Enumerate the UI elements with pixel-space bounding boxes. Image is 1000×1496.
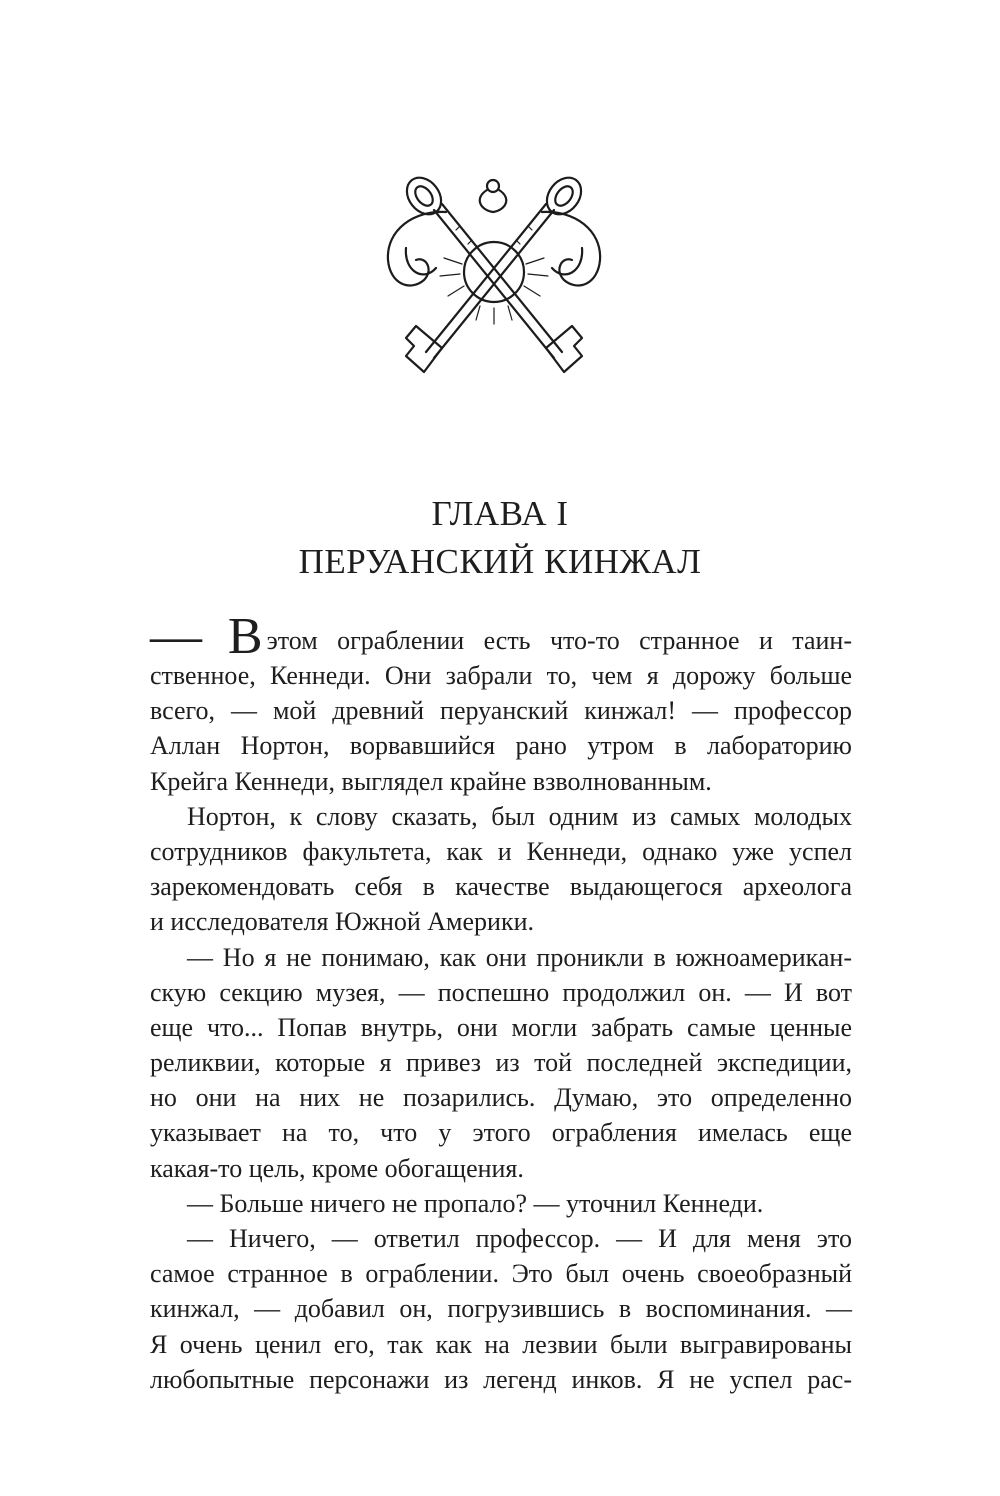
- text-line: Аллан Нортон, ворвавшийся рано утром в лабораторию: [150, 731, 852, 761]
- text-line: самое странное в ограблении. Это был очень своеобразный: [150, 1259, 852, 1289]
- text-line: Нортон, к слову сказать, был одним из самых молодых: [187, 801, 852, 831]
- text-line: Крейга Кеннеди, выглядел крайне взволнованным.: [150, 766, 712, 796]
- text-line: — В этом ограблении есть что-то странное и таин-: [150, 608, 852, 665]
- text-line: зарекомендовать себя в качестве выдающегося археолога: [150, 872, 852, 902]
- text-line: указывает на то, что у этого ограбления имелась еще: [150, 1118, 852, 1148]
- chapter-body: [150, 608, 852, 1397]
- text-line: но они на них не позарились. Думаю, это определенно: [150, 1083, 852, 1113]
- text-line: — Но я не понимаю, как они проникли в южноамерикан-: [187, 942, 852, 972]
- text-line: скую секцию музея, — поспешно продолжил он. — И вот: [150, 977, 852, 1007]
- chapter-number: ГЛАВА I: [431, 494, 569, 533]
- text-line: сотрудников факультета, как и Кеннеди, однако уже успел: [150, 836, 852, 866]
- text-line: кинжал, — добавил он, погрузившись в воспоминания. —: [150, 1294, 852, 1324]
- text-line: какая-то цель, кроме обогащения.: [150, 1153, 524, 1183]
- text-line: и исследователя Южной Америки.: [150, 907, 535, 937]
- text-line: ственное, Кеннеди. Они забрали то, чем я дорожу больше: [150, 661, 852, 690]
- drop-cap: — В: [150, 608, 263, 665]
- text-line: всего, — мой древний перуанский кинжал! — профессор: [150, 696, 852, 726]
- text-line: Я очень ценил его, так как на лезвии были выгравированы: [150, 1329, 852, 1359]
- chapter-title: ПЕРУАНСКИЙ КИНЖАЛ: [298, 542, 702, 581]
- crossed-keys-icon: [376, 172, 612, 384]
- text-line: — Больше ничего не пропало? — уточнил Кеннеди.: [187, 1188, 764, 1218]
- text-line: любопытные персонажи из легенд инков. Я не успел рас-: [150, 1364, 852, 1394]
- text-line: еще что... Попав внутрь, они могли забрать самые ценные: [150, 1012, 852, 1042]
- text-line: — Ничего, — ответил профессор. — И для меня это: [187, 1224, 852, 1253]
- text-line: реликвии, которые я привез из той последней экспедиции,: [150, 1048, 852, 1078]
- chapter-heading: [0, 490, 1000, 586]
